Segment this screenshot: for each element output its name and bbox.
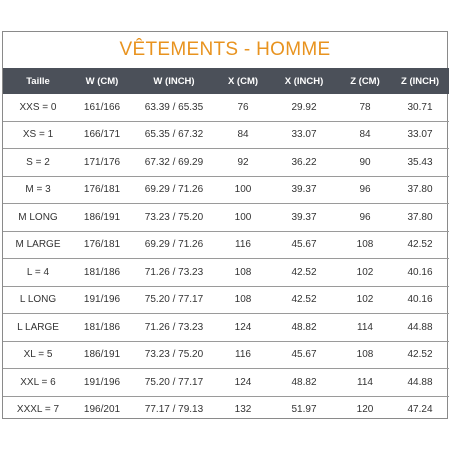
cell-w-inch: 77.17 / 79.13: [131, 396, 217, 423]
size-chart: [2, 31, 448, 419]
cell-w-inch: 69.29 / 71.26: [131, 231, 217, 259]
cell-size: XXL = 6: [3, 369, 73, 397]
cell-x-inch: 39.37: [269, 204, 339, 232]
cell-z-cm: 102: [339, 259, 391, 287]
cell-x-inch: 42.52: [269, 259, 339, 287]
cell-x-cm: 76: [237, 101, 249, 113]
cell-x-cm: 108: [217, 259, 269, 287]
cell-w-cm: 176/181: [73, 176, 131, 204]
cell-x-inch: 39.37: [269, 176, 339, 204]
cell-x-inch: 45.67: [269, 231, 339, 259]
cell-w-cm: 161/166: [83, 101, 121, 113]
size-table: [3, 68, 449, 423]
cell-w-inch: 71.26 / 73.23: [131, 259, 217, 287]
table-row: [3, 149, 449, 177]
cell-size: M LONG: [3, 204, 73, 232]
cell-size: XS = 1: [3, 121, 73, 149]
cell-z-inch: 40.16: [391, 259, 449, 287]
table-row: [3, 341, 449, 369]
cell-x-inch: 29.92: [291, 101, 317, 113]
cell-x-cm: 116: [217, 341, 269, 369]
table-row: [3, 314, 449, 342]
cell-size: M LARGE: [3, 231, 73, 259]
cell-size: L LARGE: [3, 314, 73, 342]
table-row: [3, 396, 449, 423]
col-header-z-inch: Z (INCH): [391, 68, 449, 94]
cell-z-inch: 33.07: [391, 121, 449, 149]
cell-x-inch: 36.22: [269, 149, 339, 177]
cell-w-inch: 63.39 / 65.35: [144, 101, 204, 113]
cell-size: M = 3: [3, 176, 73, 204]
table-row: [3, 176, 449, 204]
cell-w-cm: 196/201: [73, 396, 131, 423]
cell-x-cm: 100: [217, 204, 269, 232]
table-row: [3, 286, 449, 314]
cell-w-inch: 71.26 / 73.23: [131, 314, 217, 342]
cell-x-cm: 116: [217, 231, 269, 259]
cell-z-inch: 40.16: [391, 286, 449, 314]
cell-x-cm: 108: [217, 286, 269, 314]
header-row: [3, 68, 449, 94]
cell-x-inch: 48.82: [269, 369, 339, 397]
table-row: [3, 204, 449, 232]
col-header-x-cm: X (CM): [217, 68, 269, 94]
cell-w-inch: 75.20 / 77.17: [131, 286, 217, 314]
cell-z-inch: 44.88: [391, 314, 449, 342]
cell-w-cm: 186/191: [73, 204, 131, 232]
col-header-z-cm: Z (CM): [339, 68, 391, 94]
cell-x-cm: 84: [217, 121, 269, 149]
cell-z-cm: 108: [339, 341, 391, 369]
cell-x-cm: 92: [217, 149, 269, 177]
cell-w-cm: 191/196: [73, 369, 131, 397]
cell-x-inch: 42.52: [269, 286, 339, 314]
cell-z-cm: 84: [339, 121, 391, 149]
col-header-size: Taille: [3, 68, 73, 94]
cell-z-inch: 37.80: [391, 204, 449, 232]
cell-z-inch: 35.43: [391, 149, 449, 177]
table-row: [3, 369, 449, 397]
cell-z-inch: 30.71: [407, 101, 433, 113]
cell-x-inch: 45.67: [269, 341, 339, 369]
cell-size: XXXL = 7: [3, 396, 73, 423]
cell-w-cm: 181/186: [73, 259, 131, 287]
cell-w-inch: 73.23 / 75.20: [131, 341, 217, 369]
cell-x-cm: 124: [217, 314, 269, 342]
cell-size: L LONG: [3, 286, 73, 314]
cell-w-inch: 75.20 / 77.17: [131, 369, 217, 397]
cell-w-cm: 171/176: [73, 149, 131, 177]
cell-z-inch: 47.24: [391, 396, 449, 423]
cell-x-inch: 51.97: [269, 396, 339, 423]
cell-w-cm: 191/196: [73, 286, 131, 314]
cell-z-cm: 114: [339, 369, 391, 397]
cell-z-cm: 102: [339, 286, 391, 314]
cell-z-cm: 78: [359, 101, 371, 113]
cell-w-cm: 176/181: [73, 231, 131, 259]
cell-size: S = 2: [3, 149, 73, 177]
cell-z-inch: 44.88: [391, 369, 449, 397]
cell-x-inch: 48.82: [269, 314, 339, 342]
cell-z-cm: 108: [339, 231, 391, 259]
cell-w-inch: 73.23 / 75.20: [131, 204, 217, 232]
cell-z-inch: 42.52: [391, 231, 449, 259]
cell-size: L = 4: [3, 259, 73, 287]
cell-x-cm: 100: [217, 176, 269, 204]
chart-title: VÊTEMENTS - HOMME: [119, 39, 331, 60]
cell-x-inch: 33.07: [269, 121, 339, 149]
cell-x-cm: 132: [217, 396, 269, 423]
cell-z-cm: 90: [339, 149, 391, 177]
cell-size: XL = 5: [3, 341, 73, 369]
cell-w-cm: 181/186: [73, 314, 131, 342]
cell-z-cm: 96: [339, 176, 391, 204]
col-header-w-inch: W (INCH): [131, 68, 217, 94]
cell-z-inch: 37.80: [391, 176, 449, 204]
cell-size: XXS = 0: [19, 101, 57, 113]
table-row: [3, 259, 449, 287]
cell-w-inch: 65.35 / 67.32: [131, 121, 217, 149]
cell-z-cm: 96: [339, 204, 391, 232]
col-header-x-inch: X (INCH): [269, 68, 339, 94]
cell-x-cm: 124: [217, 369, 269, 397]
table-row: [3, 231, 449, 259]
table-row: [3, 94, 449, 121]
cell-w-inch: 67.32 / 69.29: [131, 149, 217, 177]
table-row: [3, 121, 449, 149]
cell-z-cm: 120: [339, 396, 391, 423]
col-header-w-cm: W (CM): [73, 68, 131, 94]
cell-w-inch: 69.29 / 71.26: [131, 176, 217, 204]
cell-w-cm: 166/171: [73, 121, 131, 149]
table-body: [3, 94, 449, 423]
cell-z-inch: 42.52: [391, 341, 449, 369]
cell-z-cm: 114: [339, 314, 391, 342]
cell-w-cm: 186/191: [73, 341, 131, 369]
